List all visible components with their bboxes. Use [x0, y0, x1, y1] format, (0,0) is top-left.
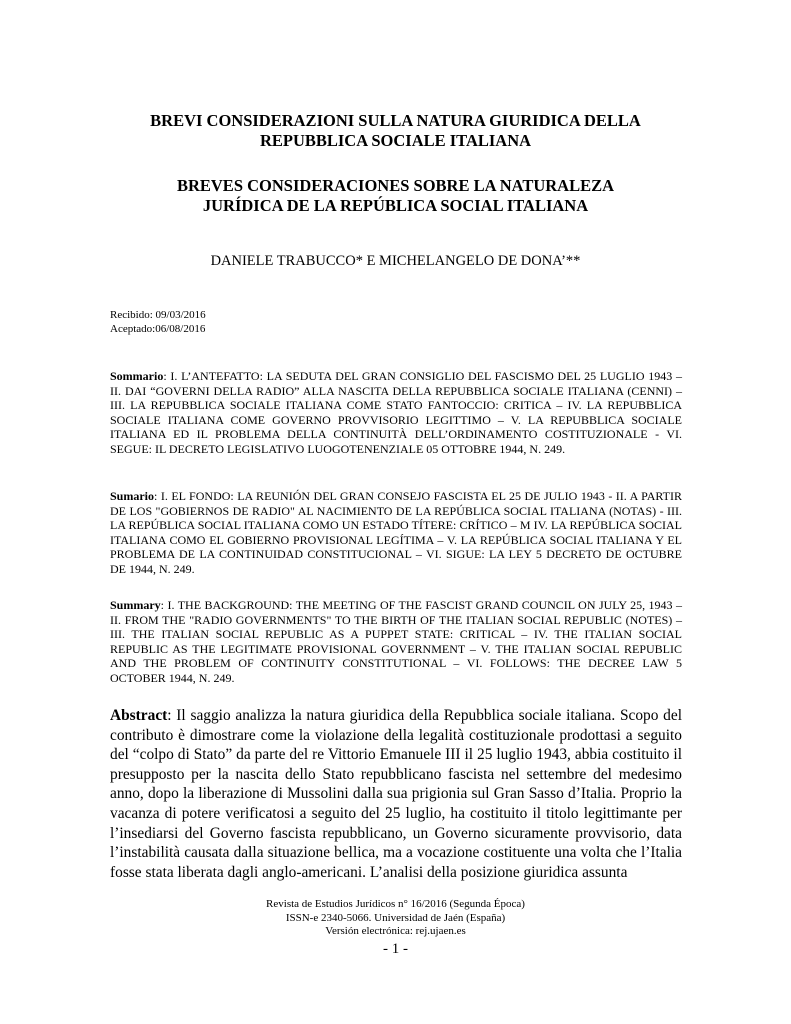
- summary-block: [110, 598, 682, 686]
- title-italian-line-2: REPUBBLICA SOCIALE ITALIANA: [259, 131, 532, 150]
- submission-dates: [110, 308, 206, 336]
- accepted-date: Aceptado:06/08/2016: [110, 323, 206, 335]
- sumario-text: : I. EL FONDO: LA REUNIÓN DEL GRAN CONSEJO FASCISTA EL 25 DE JULIO 1943 - II. A PARTIR DE LOS "GOBIERNOS DE RADIO" AL NACIMIENTO DE LA REPÚBLICA SOCIAL ITALIANA (NOTAS) - III. LA REPÚBLICA SOCIAL ITALIANA COMO UN ESTADO TÍTERE: CRÍTICO – M IV. LA REPÚBLICA SOCIAL ITALIANA COMO EL GOBIERNO PROVISIONAL LEGÍTIMA – V. LA REPÚBLICA SOCIAL ITALIANA Y EL PROBLEMA DE LA CONTINUIDAD CONSTITUCIONAL – VI. SIGUE: LA LEY 5 DECRETO DE OCTUBRE DE 1944, N. 249.: [110, 489, 682, 576]
- title-italian-line-1: BREVI CONSIDERAZIONI SULLA NATURA GIURIDICA DELLA: [150, 111, 641, 130]
- page-number: - 1 -: [383, 941, 408, 957]
- title-spanish-line-1: BREVES CONSIDERACIONES SOBRE LA NATURALEZA: [176, 176, 615, 195]
- abstract-text: : Il saggio analizza la natura giuridica della Repubblica sociale italiana. Scopo del contributo è dimostrare come la violazione della legalità costituzionale prodottasi a seguito del “colpo di Stato” da parte del re Vittorio Emanuele III il 25 luglio 1943, abbia costituito il presupposto per la nascita dello Stato repubblicano fascista nel settembre del medesimo anno, dopo la liberazione di Mussolini dalla sua prigionia sul Gran Sasso d’Italia. Proprio la vacanza di potere verificatosi a seguito del 25 luglio, ha costituito il titolo legittimante per l’insediarsi del Governo fascista repubblicano, un Governo sicuramente provvisorio, data l’instabilità causata dalla situazione bellica, ma a vocazione costituente una volta che l’Italia fosse stata liberata dagli anglo-americani. L’analisi della posizione giuridica assunta: [110, 707, 682, 881]
- sumario-label: Sumario: [110, 489, 155, 503]
- sumario-block: [110, 489, 682, 577]
- title-spanish-line-2: JURÍDICA DE LA REPÚBLICA SOCIAL ITALIANA: [202, 196, 589, 215]
- received-date: Recibido: 09/03/2016: [110, 309, 206, 321]
- footer-journal: Revista de Estudios Jurídicos n° 16/2016 (Segunda Época): [266, 898, 525, 910]
- title-italian: [90, 111, 701, 151]
- page-footer: [90, 898, 701, 939]
- sommario-label: Sommario: [110, 369, 164, 383]
- sommario-block: [110, 369, 682, 457]
- abstract-label: Abstract: [110, 707, 168, 724]
- footer-version: Versión electrónica: rej.ujaen.es: [325, 925, 466, 937]
- abstract-block: [110, 706, 682, 882]
- footer-issn: ISSN-e 2340-5066. Universidad de Jaén (España): [285, 911, 506, 924]
- sommario-text: : I. L’ANTEFATTO: LA SEDUTA DEL GRAN CONSIGLIO DEL FASCISMO DEL 25 LUGLIO 1943 – II. DAI “GOVERNI DELLA RADIO” ALLA NASCITA DELLA REPUBBLICA SOCIALE ITALIANA (CENNI) – III. LA REPUBBLICA SOCIALE ITALIANA COME STATO FANTOCCIO: CRITICA – IV. LA REPUBBLICA SOCIALE ITALIANA COME GOVERNO PROVVISORIO LEGITTIMO – V. LA REPUBBLICA SOCIALE ITALIANA ED IL PROBLEMA DELLA CONTINUITÀ DELL’ORDINAMENTO COSTITUZIONALE - VI. SEGUE: IL DECRETO LEGISLATIVO LUOGOTENENZIALE 05 OTTOBRE 1944, N. 249.: [110, 369, 682, 456]
- summary-label: Summary: [110, 598, 161, 612]
- summary-text: : I. THE BACKGROUND: THE MEETING OF THE FASCIST GRAND COUNCIL ON JULY 25, 1943 – II. FROM THE "RADIO GOVERNMENTS" TO THE BIRTH OF THE ITALIAN SOCIAL REPUBLIC (NOTES) – III. THE ITALIAN SOCIAL REPUBLIC AS A PUPPET STATE: CRITICAL – IV. THE ITALIAN SOCIAL REPUBLIC AS THE LEGITIMATE PROVISIONAL GOVERNMENT – V. THE ITALIAN SOCIAL REPUBLIC AND THE PROBLEM OF CONTINUITY CONSTITUTIONAL – VI. FOLLOWS: THE DECREE LAW 5 OCTOBER 1944, N. 249.: [110, 598, 682, 685]
- title-spanish: [90, 176, 701, 216]
- authors: DANIELE TRABUCCO* E MICHELANGELO DE DONA’**: [210, 253, 581, 269]
